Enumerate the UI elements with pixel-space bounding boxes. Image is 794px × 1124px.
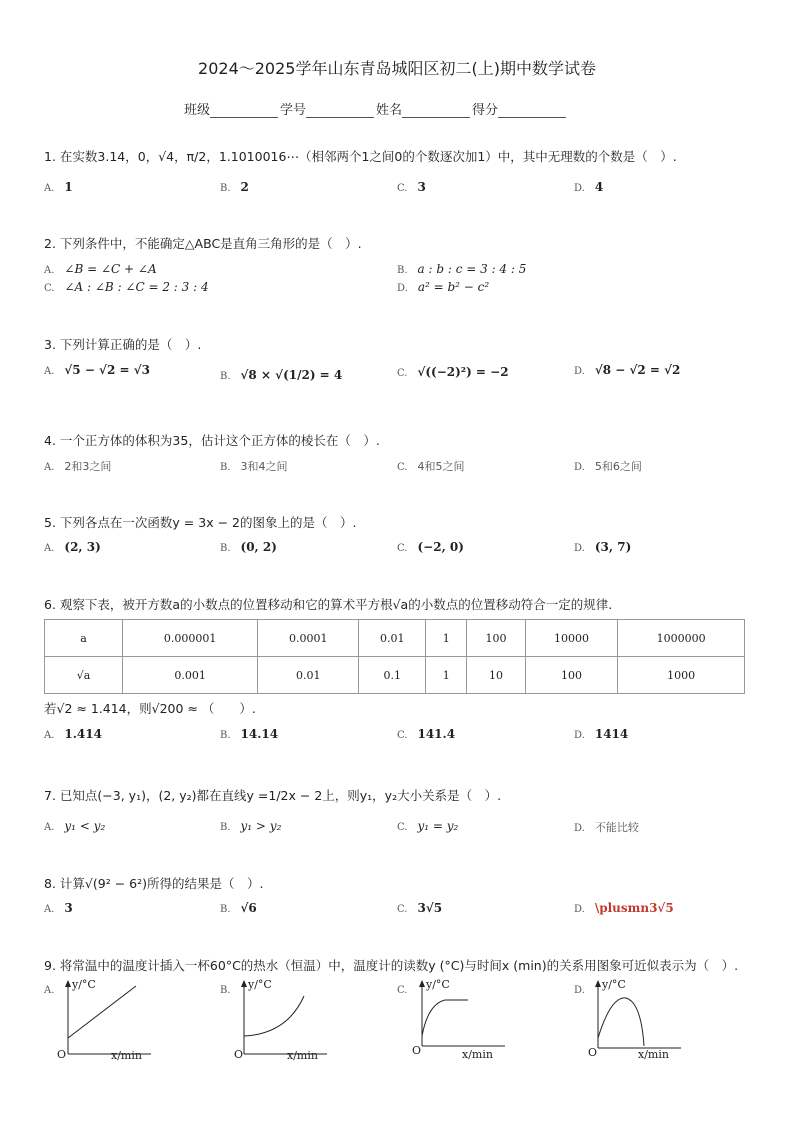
x-axis-label: x/min (462, 1048, 493, 1061)
table-cell: 1 (426, 657, 467, 694)
option-c[interactable]: C. (397, 985, 408, 996)
table-cell: 1000000 (618, 620, 745, 657)
origin-label: O (588, 1046, 598, 1059)
option-a[interactable]: A. √5 − √2 = √3 (44, 363, 150, 377)
question-3 (44, 335, 201, 353)
graph-c (410, 976, 510, 1066)
question-6 (44, 595, 612, 613)
origin-label: O (234, 1048, 244, 1061)
question-stem: 下列各点在一次函数y = 3x − 2的图象上的是（ ）. (59, 515, 357, 530)
question-number: 9. (44, 958, 56, 973)
table-row (45, 620, 745, 657)
table-cell: 10 (467, 657, 525, 694)
table-cell: 0.01 (258, 657, 359, 694)
option-a[interactable]: A. ∠B = ∠C + ∠A (44, 262, 157, 276)
option-c[interactable]: C. 4和5之间 (397, 460, 465, 473)
question-2 (44, 234, 362, 252)
question-stem: 下列计算正确的是（ ）. (59, 337, 202, 352)
option-d[interactable]: D. 4 (574, 180, 604, 194)
table-cell: 100 (467, 620, 525, 657)
question-number: 7. (44, 788, 56, 803)
origin-label: O (412, 1044, 422, 1057)
score-blank[interactable] (498, 105, 566, 118)
option-b[interactable]: B. (220, 985, 231, 996)
option-a[interactable]: A. (44, 985, 55, 996)
table-cell: 0.001 (123, 657, 258, 694)
option-c[interactable]: C. 3 (397, 180, 426, 194)
table-cell: 1 (426, 620, 467, 657)
question-stem: x − 2上，则y₁，y₂大小关系是（ ）. (288, 788, 502, 803)
option-a[interactable]: A. y₁ < y₂ (44, 819, 106, 833)
table-cell: 0.1 (359, 657, 426, 694)
question-number: 5. (44, 515, 56, 530)
option-d[interactable]: D. 1414 (574, 727, 629, 741)
question-number: 2. (44, 236, 56, 251)
option-a[interactable]: A. (2, 3) (44, 540, 101, 554)
option-d[interactable]: D. √8 − √2 = √2 (574, 363, 681, 377)
y-axis-label: y/°C (426, 978, 450, 991)
option-d[interactable]: D. a² = b² − c² (397, 280, 490, 294)
name-label: 姓名 (376, 103, 403, 118)
question-stem: 将常温中的温度计插入一杯60°C的热水（恒温）中，温度计的读数y (°C)与时间x (min)的关系用图象可近似表示为（ ）. (59, 958, 739, 973)
y-axis-label: y/°C (248, 978, 272, 991)
option-d[interactable]: D. 不能比较 (574, 821, 639, 834)
x-axis-label: x/min (287, 1049, 318, 1062)
table-cell: √a (45, 657, 123, 694)
question-7 (44, 786, 501, 804)
option-c[interactable]: C. ∠A : ∠B : ∠C = 2 : 3 : 4 (44, 280, 209, 294)
score-label: 得分 (472, 103, 499, 118)
option-a[interactable]: A. 1.414 (44, 727, 102, 741)
option-c[interactable]: C. √((−2)²) = −2 (397, 365, 509, 379)
option-b[interactable]: B. √6 (220, 901, 257, 915)
y-axis-label: y/°C (72, 978, 96, 991)
table-cell: 10000 (525, 620, 618, 657)
question-stem: 计算√(9² − 6²)所得的结果是（ ）. (59, 876, 264, 891)
table-cell: 0.01 (359, 620, 426, 657)
question-number: 8. (44, 876, 56, 891)
student-id-label: 学号 (280, 103, 307, 118)
student-info-row (184, 99, 568, 118)
table-cell: 100 (525, 657, 618, 694)
x-axis-label: x/min (111, 1049, 142, 1062)
option-c[interactable]: C. (−2, 0) (397, 540, 464, 554)
question-stem: 在实数3.14，0，√4， (59, 149, 187, 164)
page-title: 2024～2025学年山东青岛城阳区初二(上)期中数学试卷 (198, 59, 596, 78)
graph-a (56, 976, 156, 1066)
question-stem: 观察下表，被开方数a的小数点的位置移动和它的算术平方根√a的小数点的位置移动符合一定的规律. (59, 597, 613, 612)
option-d[interactable]: D. (3, 7) (574, 540, 632, 554)
class-label: 班级 (184, 103, 211, 118)
option-d[interactable]: D. \plusmn3√5 (574, 901, 674, 915)
question-number: 3. (44, 337, 56, 352)
question-9 (44, 956, 738, 974)
question-1 (44, 147, 677, 165)
option-b[interactable]: B. 14.14 (220, 727, 279, 741)
option-d[interactable]: D. 5和6之间 (574, 460, 642, 473)
question-stem: 下列条件中，不能确定△ABC是直角三角形的是（ ）. (59, 236, 362, 251)
question-6-condition: 若√2 ≈ 1.414，则√200 ≈ （ ）. (44, 701, 256, 716)
fraction: π/2 (186, 149, 207, 164)
question-number: 4. (44, 433, 56, 448)
question-number: 1. (44, 149, 56, 164)
option-c[interactable]: C. 141.4 (397, 727, 456, 741)
question-stem: ，1.1010016⋯（相邻两个1之间0的个数逐次加1）中，其中无理数的个数是（ ）. (206, 149, 677, 164)
question-5 (44, 513, 356, 531)
table-cell: 1000 (618, 657, 745, 694)
sqrt-table (44, 619, 745, 694)
x-axis-label: x/min (638, 1048, 669, 1061)
option-b[interactable]: B. (0, 2) (220, 540, 277, 554)
question-number: 6. (44, 597, 56, 612)
name-blank[interactable] (402, 105, 470, 118)
origin-label: O (57, 1048, 67, 1061)
class-blank[interactable] (210, 105, 278, 118)
y-axis-label: y/°C (602, 978, 626, 991)
option-c[interactable]: C. 3√5 (397, 901, 443, 915)
option-b[interactable]: B. a : b : c = 3 : 4 : 5 (397, 262, 527, 276)
option-a[interactable]: A. 2和3之间 (44, 460, 112, 473)
option-d[interactable]: D. (574, 985, 585, 996)
option-b[interactable]: B. y₁ > y₂ (220, 819, 282, 833)
option-b[interactable]: B. 2 (220, 180, 249, 194)
table-cell: 0.0001 (258, 620, 359, 657)
option-a[interactable]: A. 3 (44, 901, 73, 915)
student-id-blank[interactable] (306, 105, 374, 118)
fraction: 1/2 (268, 788, 289, 803)
table-cell: a (45, 620, 123, 657)
option-a[interactable]: A. 1 (44, 180, 73, 194)
question-stem: 一个正方体的体积为35，估计这个正方体的棱长在（ ）. (59, 433, 380, 448)
question-4 (44, 431, 380, 449)
option-b[interactable]: B. 3和4之间 (220, 460, 288, 473)
graph-b (232, 976, 332, 1066)
table-cell: 0.000001 (123, 620, 258, 657)
table-row (45, 657, 745, 694)
option-c[interactable]: C. y₁ = y₂ (397, 819, 459, 833)
question-8 (44, 874, 263, 892)
graph-d (586, 976, 686, 1066)
option-b[interactable]: B. √8 × √(1/2) = 4 (220, 368, 343, 382)
question-stem: 已知点(−3, y₁)，(2, y₂)都在直线y = (59, 788, 269, 803)
